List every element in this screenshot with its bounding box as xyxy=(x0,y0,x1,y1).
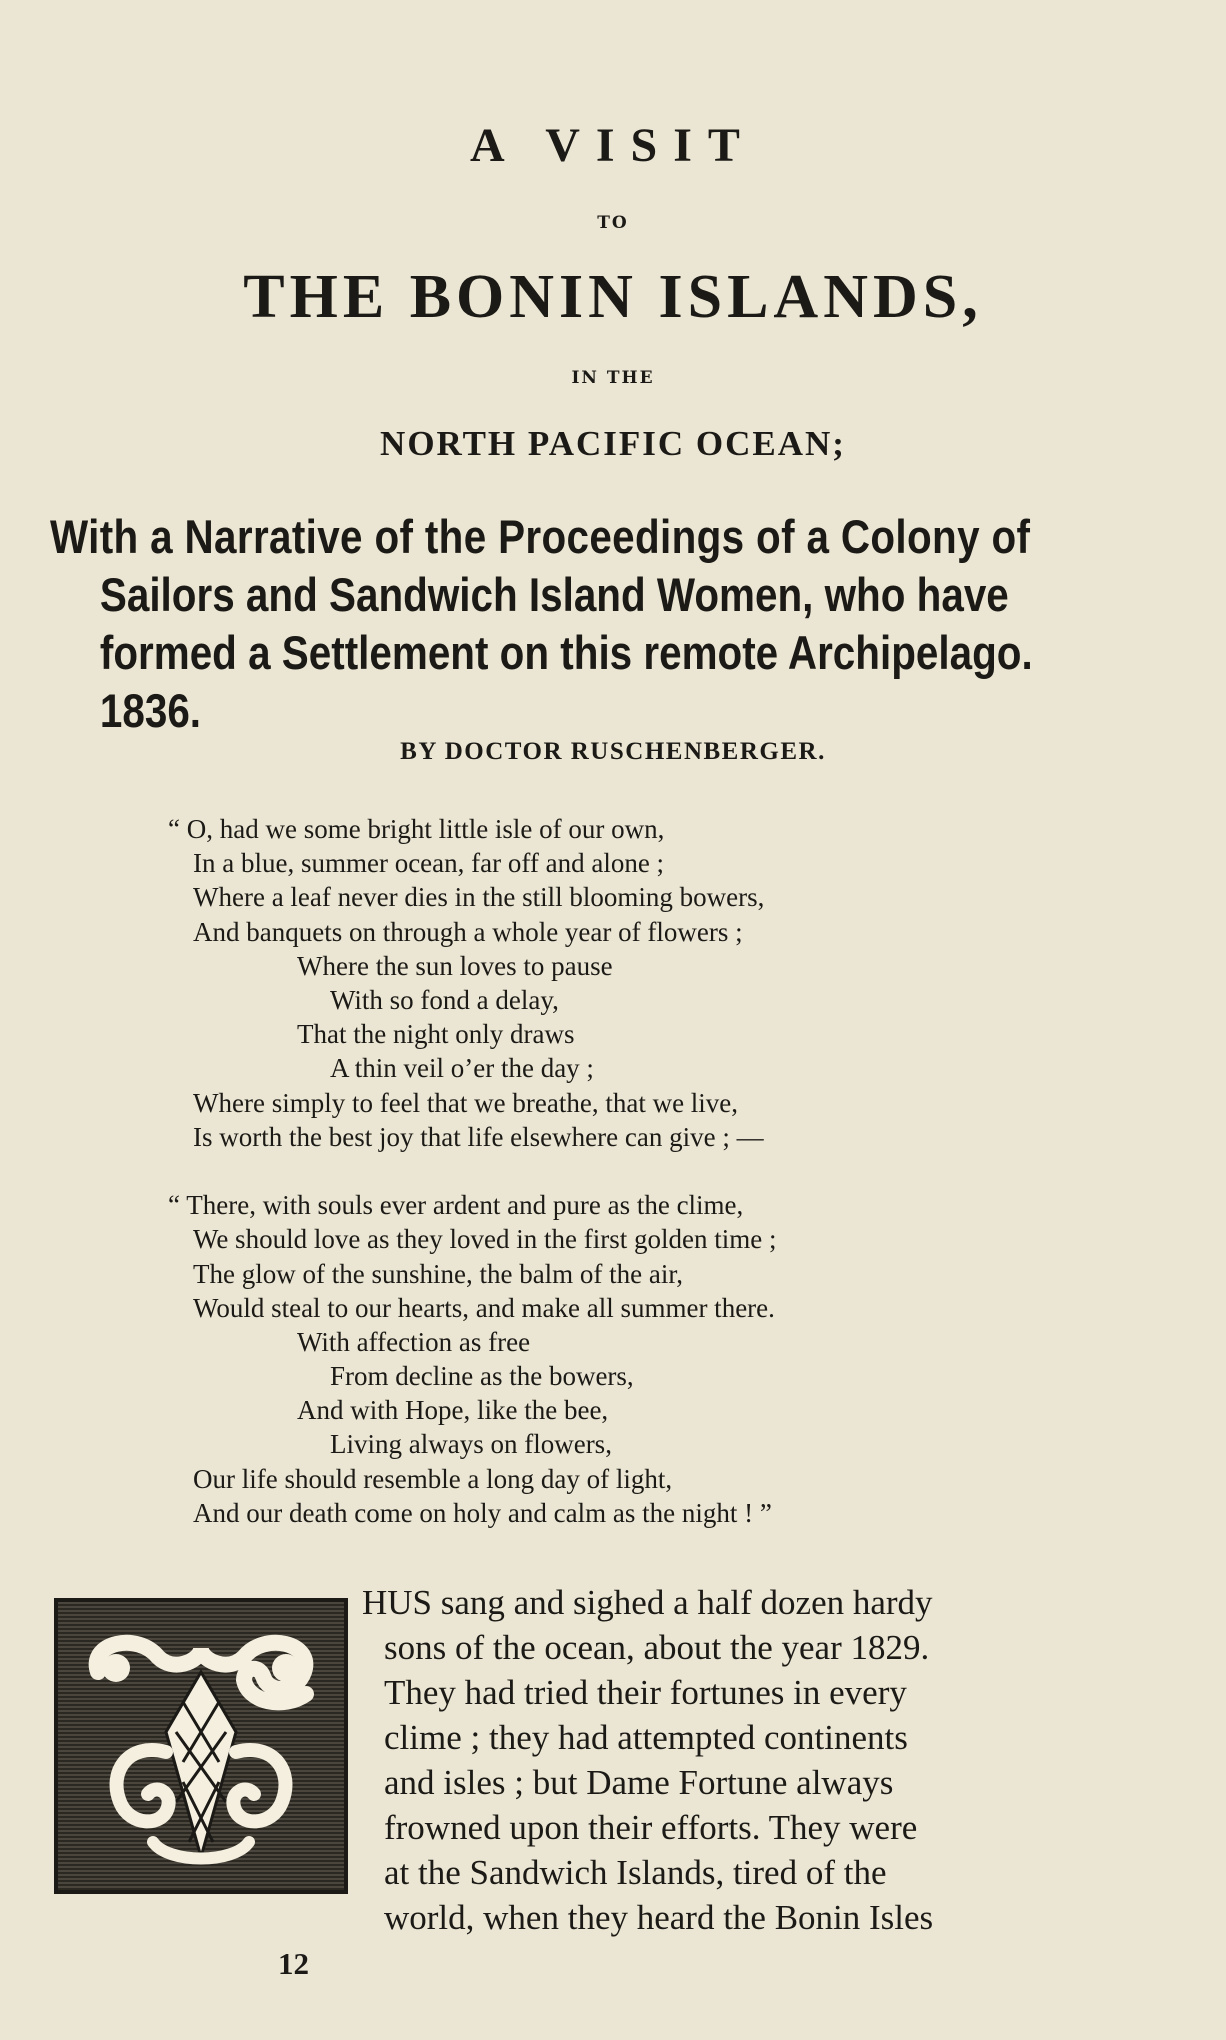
prose-line: frowned upon their efforts. They were xyxy=(384,1808,918,1847)
poem-line: With so fond a delay, xyxy=(330,985,559,1015)
prose-line: sons of the ocean, about the year 1829. xyxy=(384,1628,930,1667)
drop-cap-ornament-icon xyxy=(54,1598,348,1894)
poem-line: With affection as free xyxy=(297,1327,531,1357)
prose-line: at the Sandwich Islands, tired of the xyxy=(384,1853,887,1892)
poem-line: Where a leaf never dies in the still blooming bowers, xyxy=(193,882,765,912)
title-north-pacific-ocean: NORTH PACIFIC OCEAN; xyxy=(380,424,846,463)
subtitle-narrative xyxy=(50,508,1033,740)
prose-line: HUS sang and sighed a half dozen hardy xyxy=(362,1583,933,1622)
poem-line: From decline as the bowers, xyxy=(330,1361,634,1391)
prose-line: clime ; they had attempted continents xyxy=(384,1718,908,1757)
poem-line: Is worth the best joy that life elsewhere can give ; — xyxy=(193,1122,764,1152)
poem-line: We should love as they loved in the first golden time ; xyxy=(193,1224,777,1254)
poem-line: “ O, had we some bright little isle of our own, xyxy=(168,814,665,844)
narrative-line: With a Narrative of the Proceedings of a Colony of xyxy=(50,510,1031,563)
poem-line: A thin veil o’er the day ; xyxy=(330,1053,594,1083)
poem-line: In a blue, summer ocean, far off and alone ; xyxy=(193,848,665,878)
title-in-the: IN THE xyxy=(571,368,655,388)
letter-t-ornament-icon xyxy=(58,1602,344,1890)
title-a-visit: A VISIT xyxy=(470,119,756,172)
prose-line: world, when they heard the Bonin Isles xyxy=(384,1898,934,1937)
narrative-line: formed a Settlement on this remote Archipelago. xyxy=(99,626,1033,679)
prose-line: They had tried their fortunes in every xyxy=(384,1673,907,1712)
poem-line: “ There, with souls ever ardent and pure as the clime, xyxy=(168,1190,744,1220)
poem-line: And banquets on through a whole year of flowers ; xyxy=(193,917,743,947)
page-number: 12 xyxy=(278,1946,309,1981)
poem-line: Where the sun loves to pause xyxy=(297,951,613,981)
prose-line: and isles ; but Dame Fortune always xyxy=(384,1763,894,1802)
poem-line: Living always on flowers, xyxy=(330,1429,612,1459)
author-byline: BY DOCTOR RUSCHENBERGER. xyxy=(400,738,826,765)
poem-line: Would steal to our hearts, and make all summer there. xyxy=(193,1293,775,1323)
poem-line: Where simply to feel that we breathe, that we live, xyxy=(193,1088,739,1118)
narrative-line: 1836. xyxy=(99,684,202,737)
poem-line: Our life should resemble a long day of light, xyxy=(193,1464,673,1494)
poem-line: And with Hope, like the bee, xyxy=(297,1395,609,1425)
poem-line: The glow of the sunshine, the balm of the air, xyxy=(193,1259,684,1289)
narrative-line: Sailors and Sandwich Island Women, who have xyxy=(99,568,1009,621)
title-to: TO xyxy=(597,213,629,233)
poem-line: And our death come on holy and calm as the night ! ” xyxy=(193,1498,772,1528)
poem-line: That the night only draws xyxy=(297,1019,575,1049)
title-bonin-islands: THE BONIN ISLANDS, xyxy=(243,263,983,331)
